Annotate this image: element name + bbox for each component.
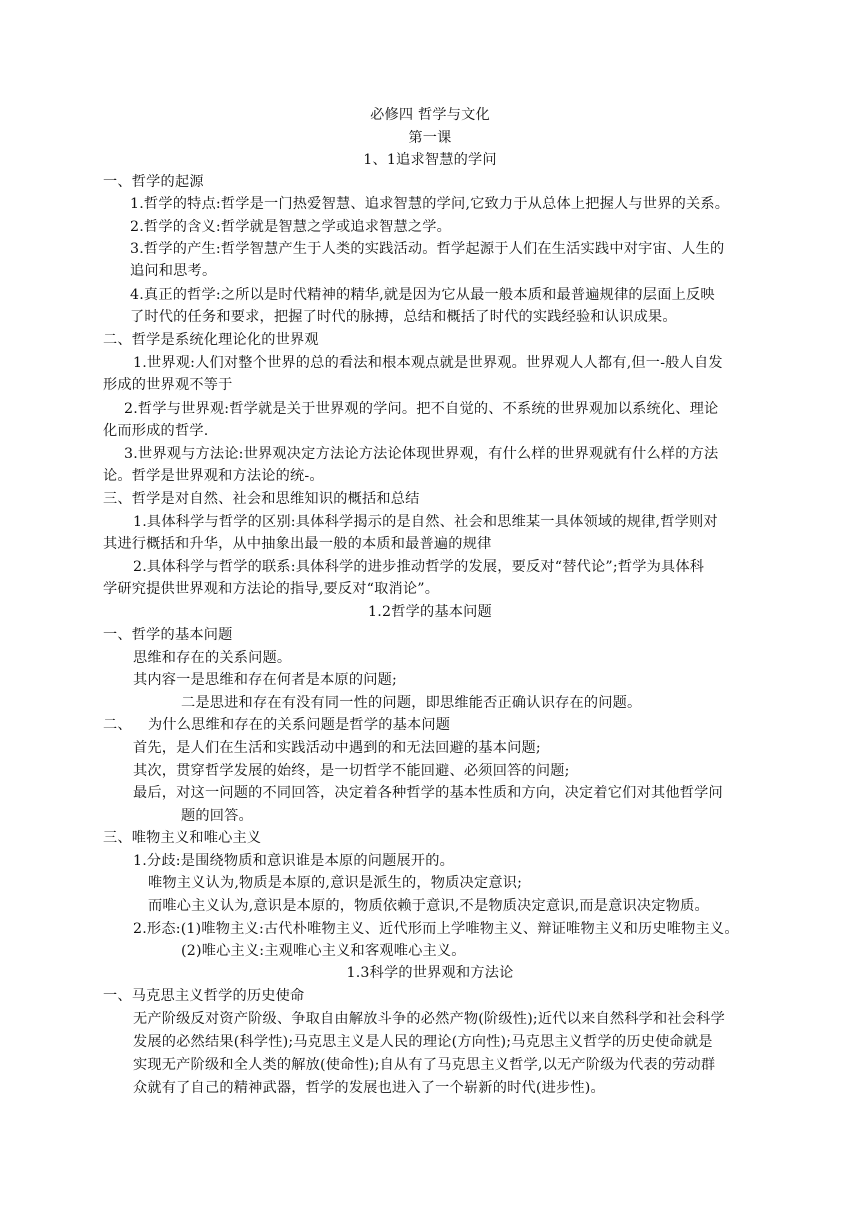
paragraph: 思维和存在的关系问题。	[133, 650, 292, 666]
paragraph: 了时代的任务和要求，把握了时代的脉搏，总结和概括了时代的实践经验和认识成果。	[130, 309, 677, 325]
section-1-3-title: 1.3科学的世界观和方法论	[346, 965, 514, 981]
heading: 三、唯物主义和唯心主义	[103, 830, 262, 846]
paragraph: 众就有了自己的精神武器，哲学的发展也进入了一个崭新的时代(进步性)。	[133, 1080, 605, 1096]
paragraph: 唯物主义认为,物质是本原的,意识是派生的，物质决定意识;	[148, 875, 523, 891]
heading: 一、马克思主义哲学的历史使命	[103, 988, 305, 1004]
heading: 为什么思维和存在的关系问题是哲学的基本问题	[148, 717, 451, 733]
document-title: 必修四 哲学与文化	[370, 107, 490, 123]
paragraph: 1.分歧:是围绕物质和意识谁是本原的问题展开的。	[133, 853, 455, 869]
section-1-1-title: 1、1追求智慧的学问	[363, 152, 497, 168]
heading-number: 二、	[103, 717, 132, 733]
paragraph: 题的回答。	[181, 808, 253, 824]
paragraph: 而唯心主义认为,意识是本原的，物质依赖于意识,不是物质决定意识,而是意识决定物质。	[148, 898, 709, 914]
heading: 三、哲学是对自然、社会和思维知识的概括和总结	[103, 491, 420, 507]
paragraph: (2)唯心主义:主观唯心主义和客观唯心主义。	[181, 943, 466, 959]
paragraph: 无产阶级反对资产阶级、争取自由解放斗争的必然产物(阶级性);近代以来自然科学和社会科学	[133, 1011, 725, 1027]
paragraph: 首先，是人们在生活和实践活动中遇到的和无法回避的基本问题;	[133, 740, 541, 756]
paragraph: 追问和思考。	[130, 263, 217, 279]
paragraph: 3.世界观与方法论:世界观决定方法论方法论体现世界观，有什么样的世界观就有什么样的方法	[124, 446, 719, 462]
paragraph: 其进行概括和升华，从中抽象出最一般的本质和最普遍的规律	[103, 536, 492, 552]
paragraph: 1.哲学的特点:哲学是一门热爱智慧、追求智慧的学问,它致力于从总体上把握人与世界的关系。	[130, 196, 730, 212]
heading: 一、哲学的基本问题	[103, 627, 233, 643]
paragraph: 形成的世界观不等于	[103, 377, 233, 393]
paragraph: 1.具体科学与哲学的区别:具体科学揭示的是自然、社会和思维某一具体领域的规律,哲学则对	[133, 514, 718, 530]
paragraph: 2.具体科学与哲学的联系:具体科学的进步推动哲学的发展，要反对“替代论”;哲学为具体科	[133, 559, 705, 575]
paragraph: 3.哲学的产生:哲学智慧产生于人类的实践活动。哲学起源于人们在生活实践中对宇宙、人生的	[130, 241, 725, 257]
paragraph: 实现无产阶级和全人类的解放(使命性);自从有了马克思主义哲学,以无产阶级为代表的劳动群	[133, 1057, 716, 1073]
paragraph: 最后，对这一问题的不同回答，决定着各种哲学的基本性质和方向，决定着它们对其他哲学问	[133, 785, 723, 801]
paragraph: 发展的必然结果(科学性);马克思主义是人民的理论(方向性);马克思主义哲学的历史使命就是	[133, 1034, 713, 1050]
paragraph: 学研究提供世界观和方法论的指导,要反对“取消论”。	[103, 581, 440, 597]
paragraph: 其次，贯穿哲学发展的始终，是一切哲学不能回避、必须回答的问题;	[133, 763, 570, 779]
lesson-title: 第一课	[408, 130, 452, 146]
paragraph: 2.哲学的含义:哲学就是智慧之学或追求智慧之学。	[130, 219, 452, 235]
paragraph: 2.哲学与世界观:哲学就是关于世界观的学问。把不自觉的、不系统的世界观加以系统化、理论	[124, 401, 719, 417]
paragraph: 二是思进和存在有没有同一性的问题，即思维能否正确认识存在的问题。	[181, 695, 642, 711]
paragraph: 1.世界观:人们对整个世界的总的看法和根本观点就是世界观。世界观人人都有,但一-般人自发	[133, 355, 723, 371]
paragraph: 论。哲学是世界观和方法论的统-。	[103, 468, 324, 484]
paragraph: 化而形成的哲学.	[103, 423, 209, 439]
heading: 一、哲学的起源	[103, 174, 204, 190]
section-1-2-title: 1.2哲学的基本问题	[368, 604, 492, 620]
paragraph: 4.真正的哲学:之所以是时代精神的精华,就是因为它从最一般本质和最普遍规律的层面上反映	[130, 287, 715, 303]
paragraph: 其内容一是思维和存在何者是本原的问题;	[133, 672, 397, 688]
heading: 二、哲学是系统化理论化的世界观	[103, 332, 319, 348]
paragraph: 2.形态:(1)唯物主义:古代朴唯物主义、近代形而上学唯物主义、辩证唯物主义和历史唯物主义。	[133, 921, 739, 937]
